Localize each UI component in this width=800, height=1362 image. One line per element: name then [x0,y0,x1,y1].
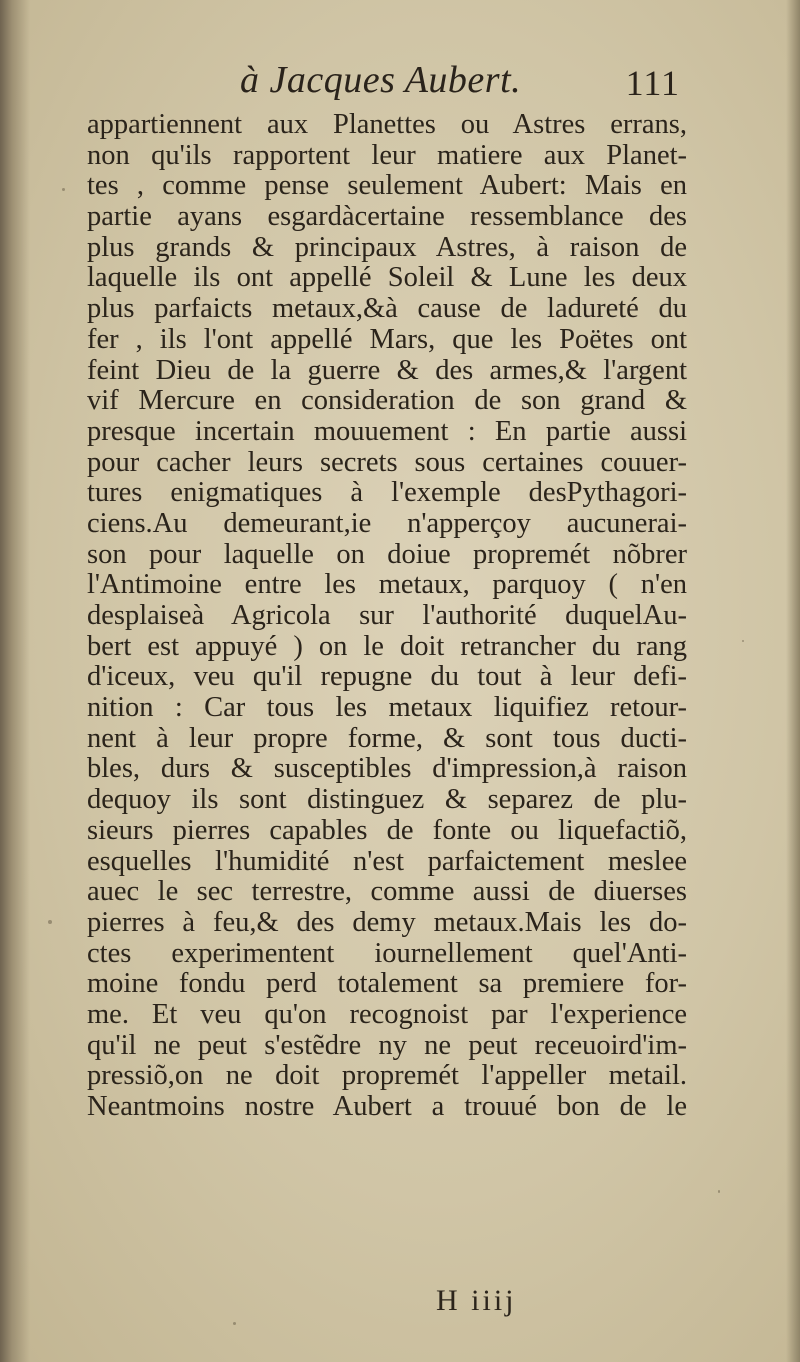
text-line: laquelle ils ont appellé Soleil & Lune les deux [87,262,687,294]
signature-mark: H iiij [436,1284,517,1317]
text-line: desplaiseà Agricola sur l'authorité duquelAu- [87,600,687,631]
paper-speck [62,188,65,191]
text-line: pressiõ,on ne doit propremét l'appeller metail. [87,1060,687,1092]
text-line: d'iceux, veu qu'il repugne du tout à leur defi- [87,661,687,693]
text-line: l'Antimoine entre les metaux, parquoy ( n'en [87,569,687,601]
text-line: vif Mercure en consideration de son grand & [87,385,687,417]
paper-speck [742,640,744,642]
text-line: sieurs pierres capables de fonte ou liquefactiõ, [87,814,687,846]
text-line: son pour laquelle on doiue propremét nõbrer [87,538,687,570]
text-line: partie ayans esgardàcertaine ressemblance des [87,201,687,233]
page-number: 111 [625,63,680,103]
paper-speck [233,1322,236,1325]
text-line: qu'il ne peut s'estẽdre ny ne peut receuoird'im- [87,1029,687,1061]
text-line: plus parfaicts metaux,&à cause de ladureté du [87,293,687,325]
paper-speck [718,1190,720,1193]
text-line: tes , comme pense seulement Aubert: Mais en [87,170,687,202]
text-line: non qu'ils rapportent leur matiere aux Planet- [87,139,687,171]
page-edge [786,0,800,1362]
text-line: moine fondu perd totalement sa premiere for- [87,968,687,1000]
text-line: esquelles l'humidité n'est parfaictement meslee [87,845,687,877]
text-line: plus grands & principaux Astres, à raison de [87,231,687,263]
paper-speck [48,920,52,924]
text-line: dequoy ils sont distinguez & separez de plu- [87,784,687,816]
text-line: appartiennent aux Planettes ou Astres errans, [87,109,687,140]
text-line: ctes experimentent iournellement quel'Anti- [87,937,687,969]
text-line: tures enigmatiques à l'exemple desPythagori- [87,477,687,509]
text-line: presque incertain mouuement : En partie aussi [87,415,687,447]
text-line: auec le sec terrestre, comme aussi de diuerses [87,876,687,908]
text-line: nent à leur propre forme, & sont tous ducti- [87,722,687,754]
binding-shadow [0,0,30,1362]
body-text [87,110,687,1123]
text-line: bles, durs & susceptibles d'impression,à raison [87,753,687,785]
running-head-title: à Jacques Aubert. [240,59,522,101]
text-line: ciens.Au demeurant,ie n'apperçoy aucunerai- [87,507,687,539]
text-line: pierres à feu,& des demy metaux.Mais les do- [87,906,687,938]
text-line: fer , ils l'ont appellé Mars, que les Poëtes ont [87,323,687,355]
text-line-last: Neantmoins nostre Aubert a trouué bon de le [87,1091,687,1122]
text-line: pour cacher leurs secrets sous certaines couuer- [87,446,687,478]
running-head [240,58,680,108]
text-line: bert est appuyé ) on le doit retrancher du rang [87,630,687,662]
text-line: nition : Car tous les metaux liquifiez retour- [87,692,687,724]
text-line: me. Et veu qu'on recognoist par l'experience [87,998,687,1030]
text-line: feint Dieu de la guerre & des armes,& l'argent [87,354,687,386]
